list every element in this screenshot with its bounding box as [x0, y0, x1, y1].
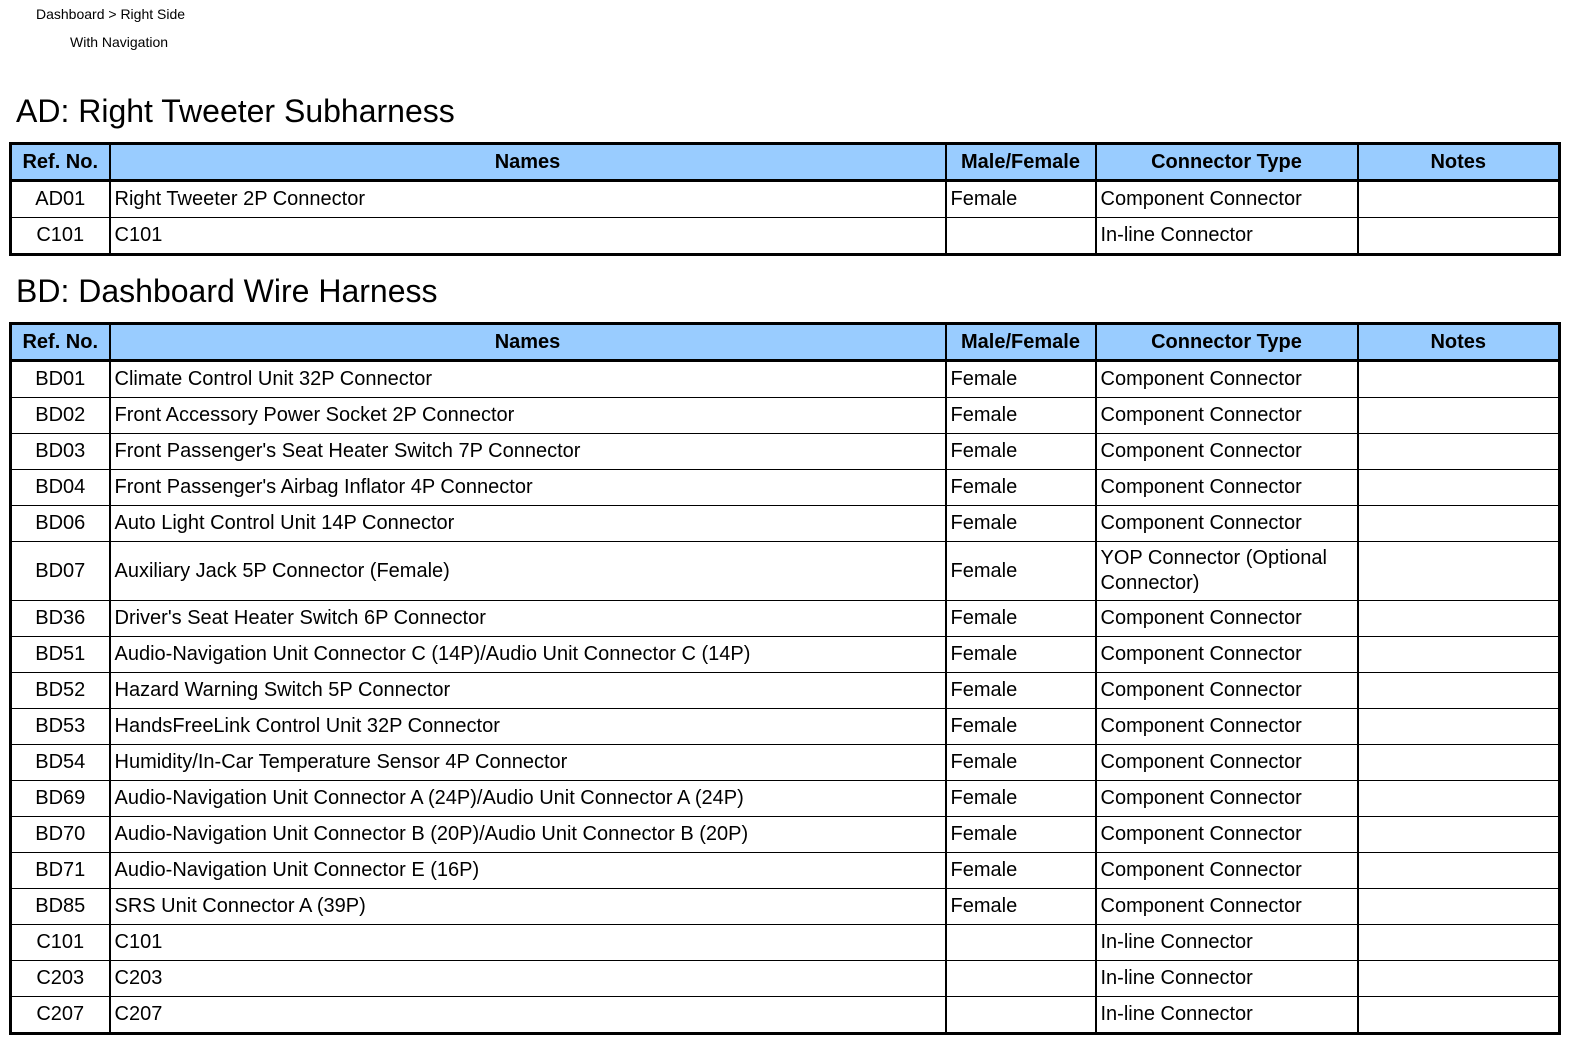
column-header-names: Names [110, 324, 946, 361]
name-cell: C101 [110, 218, 946, 255]
section-title-bd: BD: Dashboard Wire Harness [16, 273, 438, 309]
connector-type-cell: Component Connector [1096, 181, 1358, 218]
connector-type-cell: Component Connector [1096, 673, 1358, 709]
notes-cell [1358, 709, 1560, 745]
name-cell: Audio-Navigation Unit Connector E (16P) [110, 853, 946, 889]
male-female-cell: Female [946, 817, 1096, 853]
table-header-row [11, 144, 1560, 181]
notes-cell [1358, 637, 1560, 673]
name-cell: C203 [110, 961, 946, 997]
male-female-cell: Female [946, 506, 1096, 542]
table-row [11, 601, 1560, 637]
ref-cell: BD36 [11, 601, 110, 637]
connector-type-cell: Component Connector [1096, 601, 1358, 637]
table-row [11, 961, 1560, 997]
connector-type-cell: Component Connector [1096, 398, 1358, 434]
table-row [11, 925, 1560, 961]
name-cell: Driver's Seat Heater Switch 6P Connector [110, 601, 946, 637]
name-cell: Auto Light Control Unit 14P Connector [110, 506, 946, 542]
table-row [11, 398, 1560, 434]
column-header-ref: Ref. No. [11, 324, 110, 361]
male-female-cell: Female [946, 853, 1096, 889]
name-cell: Audio-Navigation Unit Connector C (14P)/Audio Unit Connector C (14P) [110, 637, 946, 673]
ref-cell: C101 [11, 218, 110, 255]
name-cell: C207 [110, 997, 946, 1034]
ref-cell: BD54 [11, 745, 110, 781]
ref-cell: C101 [11, 925, 110, 961]
connector-type-cell: In-line Connector [1096, 925, 1358, 961]
connector-table-bd [9, 322, 1561, 1035]
name-cell: SRS Unit Connector A (39P) [110, 889, 946, 925]
connector-type-cell: Component Connector [1096, 637, 1358, 673]
notes-cell [1358, 817, 1560, 853]
table-header-row [11, 324, 1560, 361]
ref-cell: C203 [11, 961, 110, 997]
name-cell: Right Tweeter 2P Connector [110, 181, 946, 218]
male-female-cell: Female [946, 181, 1096, 218]
name-cell: Front Accessory Power Socket 2P Connector [110, 398, 946, 434]
notes-cell [1358, 781, 1560, 817]
table-row [11, 361, 1560, 398]
connector-type-cell: Component Connector [1096, 506, 1358, 542]
male-female-cell [946, 997, 1096, 1034]
connector-type-cell: Component Connector [1096, 709, 1358, 745]
ref-cell: BD01 [11, 361, 110, 398]
table-row [11, 637, 1560, 673]
notes-cell [1358, 181, 1560, 218]
column-header-connector-type: Connector Type [1096, 144, 1358, 181]
name-cell: Auxiliary Jack 5P Connector (Female) [110, 542, 946, 601]
table-row [11, 889, 1560, 925]
name-cell: HandsFreeLink Control Unit 32P Connector [110, 709, 946, 745]
column-header-male-female: Male/Female [946, 324, 1096, 361]
column-header-male-female: Male/Female [946, 144, 1096, 181]
connector-type-cell: Component Connector [1096, 470, 1358, 506]
notes-cell [1358, 434, 1560, 470]
table-row [11, 817, 1560, 853]
connector-type-cell: YOP Connector (Optional Connector) [1096, 542, 1358, 601]
male-female-cell: Female [946, 709, 1096, 745]
notes-cell [1358, 889, 1560, 925]
table-row [11, 709, 1560, 745]
male-female-cell: Female [946, 673, 1096, 709]
notes-cell [1358, 398, 1560, 434]
table-row [11, 434, 1560, 470]
ref-cell: BD53 [11, 709, 110, 745]
male-female-cell: Female [946, 434, 1096, 470]
male-female-cell: Female [946, 745, 1096, 781]
connector-type-cell: Component Connector [1096, 745, 1358, 781]
connector-type-cell: In-line Connector [1096, 961, 1358, 997]
male-female-cell: Female [946, 637, 1096, 673]
table-row [11, 781, 1560, 817]
ref-cell: BD04 [11, 470, 110, 506]
ref-cell: BD51 [11, 637, 110, 673]
table-row [11, 997, 1560, 1034]
page-subtitle: With Navigation [70, 34, 169, 50]
connector-type-cell: In-line Connector [1096, 218, 1358, 255]
notes-cell [1358, 542, 1560, 601]
table-row [11, 181, 1560, 218]
connector-type-cell: Component Connector [1096, 434, 1358, 470]
name-cell: C101 [110, 925, 946, 961]
table-body-ad [11, 181, 1560, 255]
table-row [11, 218, 1560, 255]
male-female-cell [946, 925, 1096, 961]
name-cell: Audio-Navigation Unit Connector B (20P)/Audio Unit Connector B (20P) [110, 817, 946, 853]
connector-type-cell: Component Connector [1096, 817, 1358, 853]
notes-cell [1358, 673, 1560, 709]
male-female-cell [946, 218, 1096, 255]
male-female-cell: Female [946, 361, 1096, 398]
name-cell: Humidity/In-Car Temperature Sensor 4P Connector [110, 745, 946, 781]
breadcrumb: Dashboard > Right Side [36, 6, 186, 22]
name-cell: Front Passenger's Seat Heater Switch 7P Connector [110, 434, 946, 470]
column-header-ref: Ref. No. [11, 144, 110, 181]
ref-cell: BD69 [11, 781, 110, 817]
male-female-cell: Female [946, 398, 1096, 434]
notes-cell [1358, 218, 1560, 255]
ref-cell: BD06 [11, 506, 110, 542]
section-title-ad: AD: Right Tweeter Subharness [16, 93, 455, 129]
notes-cell [1358, 961, 1560, 997]
notes-cell [1358, 997, 1560, 1034]
connector-type-cell: In-line Connector [1096, 997, 1358, 1034]
ref-cell: AD01 [11, 181, 110, 218]
notes-cell [1358, 853, 1560, 889]
connector-type-cell: Component Connector [1096, 361, 1358, 398]
ref-cell: BD02 [11, 398, 110, 434]
table-row [11, 673, 1560, 709]
male-female-cell [946, 961, 1096, 997]
ref-cell: BD71 [11, 853, 110, 889]
male-female-cell: Female [946, 542, 1096, 601]
ref-cell: BD07 [11, 542, 110, 601]
notes-cell [1358, 470, 1560, 506]
male-female-cell: Female [946, 601, 1096, 637]
male-female-cell: Female [946, 889, 1096, 925]
column-header-connector-type: Connector Type [1096, 324, 1358, 361]
connector-type-cell: Component Connector [1096, 889, 1358, 925]
table-row [11, 745, 1560, 781]
connector-table-ad [9, 142, 1561, 256]
connector-type-cell: Component Connector [1096, 853, 1358, 889]
ref-cell: BD52 [11, 673, 110, 709]
ref-cell: BD70 [11, 817, 110, 853]
connector-type-cell: Component Connector [1096, 781, 1358, 817]
male-female-cell: Female [946, 470, 1096, 506]
table-row [11, 470, 1560, 506]
table-body-bd [11, 361, 1560, 1034]
table-row [11, 853, 1560, 889]
notes-cell [1358, 925, 1560, 961]
male-female-cell: Female [946, 781, 1096, 817]
name-cell: Audio-Navigation Unit Connector A (24P)/Audio Unit Connector A (24P) [110, 781, 946, 817]
name-cell: Climate Control Unit 32P Connector [110, 361, 946, 398]
notes-cell [1358, 601, 1560, 637]
ref-cell: BD03 [11, 434, 110, 470]
name-cell: Front Passenger's Airbag Inflator 4P Connector [110, 470, 946, 506]
notes-cell [1358, 745, 1560, 781]
column-header-notes: Notes [1358, 324, 1560, 361]
column-header-names: Names [110, 144, 946, 181]
ref-cell: C207 [11, 997, 110, 1034]
table-row [11, 506, 1560, 542]
column-header-notes: Notes [1358, 144, 1560, 181]
name-cell: Hazard Warning Switch 5P Connector [110, 673, 946, 709]
ref-cell: BD85 [11, 889, 110, 925]
table-row [11, 542, 1560, 601]
notes-cell [1358, 506, 1560, 542]
notes-cell [1358, 361, 1560, 398]
